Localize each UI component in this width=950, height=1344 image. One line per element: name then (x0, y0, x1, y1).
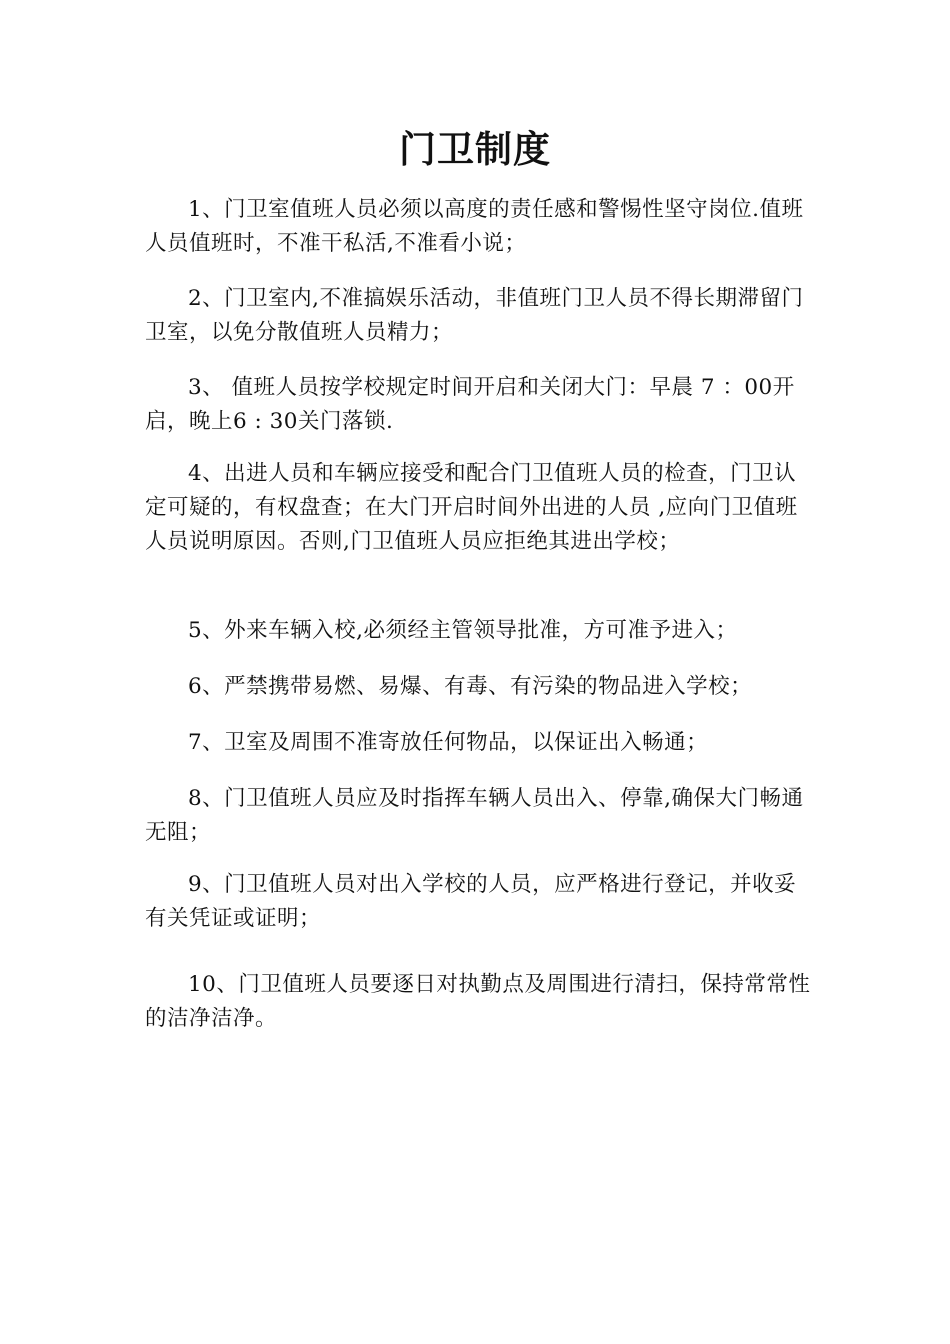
rule-paragraph-6: 6、严禁携带易燃、易爆、有毒、有污染的物品进入学校； (188, 674, 753, 699)
rule-paragraph-9: 9、门卫值班人员对出入学校的人员，应严格进行登记，并收妥有关凭证或证明； (145, 872, 797, 931)
rule-paragraph-3: 3、 值班人员按学校规定时间开启和关闭大门：早晨 7 ：00开启，晚上6 : 30关门落锁. (145, 375, 795, 434)
rule-paragraph-1: 1、门卫室值班人员必须以高度的责任感和警惕性坚守岗位.值班人员值班时，不准干私活,不准看小说； (145, 197, 804, 256)
rule-paragraph-4: 4、出进人员和车辆应接受和配合门卫值班人员的检查，门卫认定可疑的，有权盘查；在大门开启时间外出进的人员 ,应向门卫值班人员说明原因。否则,门卫值班人员应拒绝其进出学校； (145, 461, 798, 554)
page-title: 门卫制度 (399, 128, 551, 171)
rule-paragraph-7: 7、卫室及周围不准寄放任何物品，以保证出入畅通； (188, 730, 709, 755)
rule-paragraph-5: 5、外来车辆入校,必须经主管领导批准，方可准予进入； (188, 618, 738, 643)
rule-paragraph-10: 10、门卫值班人员要逐日对执勤点及周围进行清扫，保持常常性的洁净洁净。 (145, 972, 811, 1031)
rule-paragraph-2: 2、门卫室内,不准搞娱乐活动，非值班门卫人员不得长期滞留门卫室，以免分散值班人员精力； (145, 286, 804, 345)
rule-paragraph-8: 8、门卫值班人员应及时指挥车辆人员出入、停靠,确保大门畅通无阻； (145, 786, 804, 845)
